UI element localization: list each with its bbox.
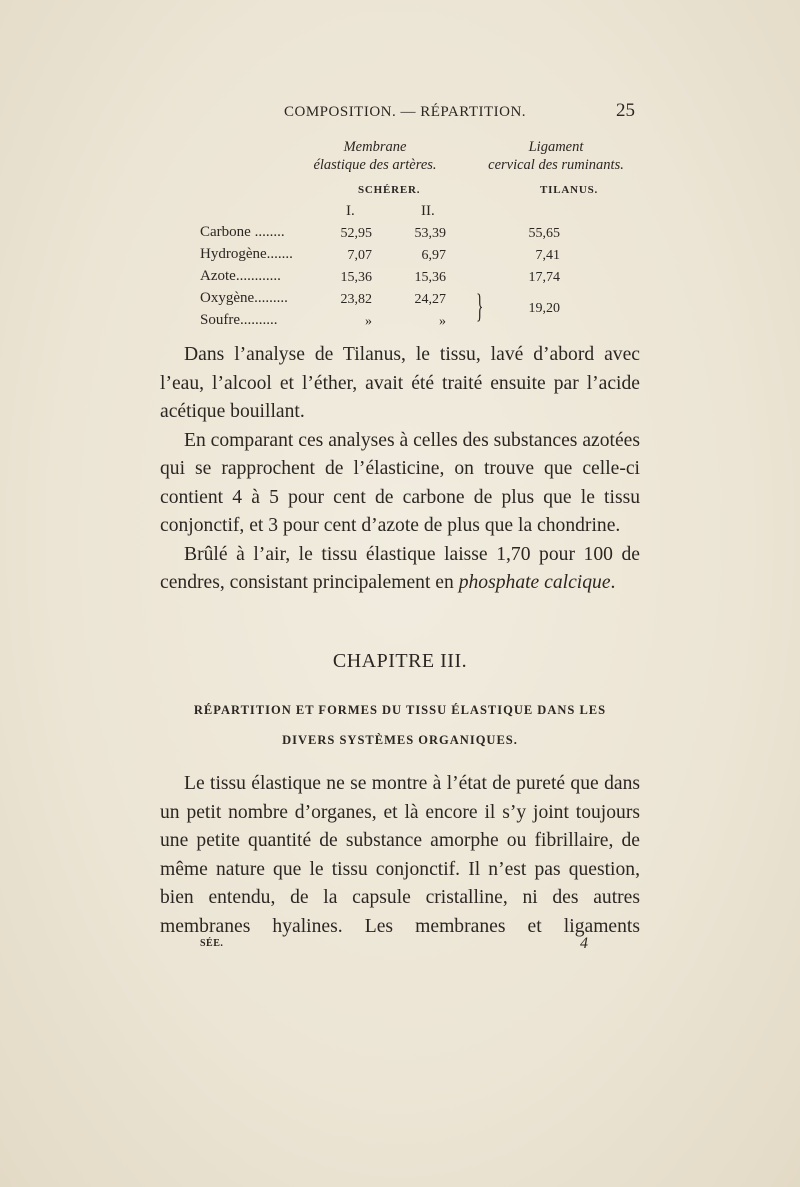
cell-value: 55,65 (528, 226, 560, 241)
paragraph: Le tissu élastique ne se montre à l’état de pureté que dans un petit nombre d’organes, et là encore il s’y joint toujours une petite quantité de substance amorphe ou fibrillaire, de même nature que le tissu conjonctif. Il n’est pas question, bien entendu, de la capsule cristalline, ni des autres membranes hyalines. Les membranes et ligaments (160, 773, 640, 937)
combined-value: 19,20 (528, 301, 560, 316)
chapter-subtitle: RÉPARTITION ET FORMES DU TISSU ÉLASTIQUE DANS LES DIVERS SYSTÈMES ORGANIQUES. (193, 703, 607, 747)
cell-value: 7,07 (347, 248, 372, 263)
cell-value: 53,39 (414, 226, 446, 241)
column-head-membrane: Membrane élastique des artères. (313, 139, 437, 173)
chapter-title: CHAPITRE III. (332, 650, 468, 672)
column-head-ligament: Ligament cervical des ruminants. (488, 139, 624, 173)
cell-value: 7,41 (535, 248, 560, 263)
subcolumn-i: I. (346, 203, 355, 219)
cell-value: 15,36 (414, 270, 446, 285)
row-label-hydrogene: Hydrogène....... (200, 246, 293, 262)
cell-value: » (365, 314, 372, 329)
cell-value: 6,97 (421, 248, 446, 263)
printer-signature: SÉE. (200, 938, 224, 949)
running-head: COMPOSITION. — RÉPARTITION. (284, 104, 527, 120)
sheet-number: 4 (580, 935, 588, 952)
cell-value: 23,82 (340, 292, 372, 307)
cell-value: 24,27 (414, 292, 446, 307)
cell-value: » (439, 314, 446, 329)
row-label-oxygene: Oxygène......... (200, 290, 288, 306)
cell-value: 52,95 (340, 226, 372, 241)
emphasis: phosphate calcique (458, 572, 611, 593)
cell-value: 17,74 (528, 270, 560, 285)
body-text (160, 341, 640, 598)
paragraph: En comparant ces analyses à celles des substances azotées qui se rapprochent de l’élasticine, on trouve que celle-ci contient 4 à 5 pour cent de carbone de plus que le tissu conjonctif, et 3 pour cent d’azote de plus que la chondrine. (160, 429, 640, 536)
chapter-body-text (160, 770, 640, 941)
paragraph: Brûlé à l’air, le tissu élastique laisse 1,70 pour 100 de cendres, consistant principalement en phosphate calcique. (160, 543, 640, 593)
paragraph: Dans l’analyse de Tilanus, le tissu, lavé d’abord avec l’eau, l’alcool et l’éther, avait été traité ensuite par l’acide acétique bouillant. (160, 344, 640, 422)
page-number: 25 (616, 100, 635, 121)
subcolumn-ii: II. (421, 203, 435, 219)
row-label-azote: Azote............ (200, 268, 281, 284)
author-scherer: SCHÉRER. (358, 184, 421, 196)
author-tilanus: TILANUS. (540, 184, 599, 196)
row-label-carbone: Carbone ........ (200, 224, 285, 240)
cell-value: 15,36 (340, 270, 372, 285)
row-label-soufre: Soufre.......... (200, 312, 278, 328)
brace: } (476, 288, 484, 325)
